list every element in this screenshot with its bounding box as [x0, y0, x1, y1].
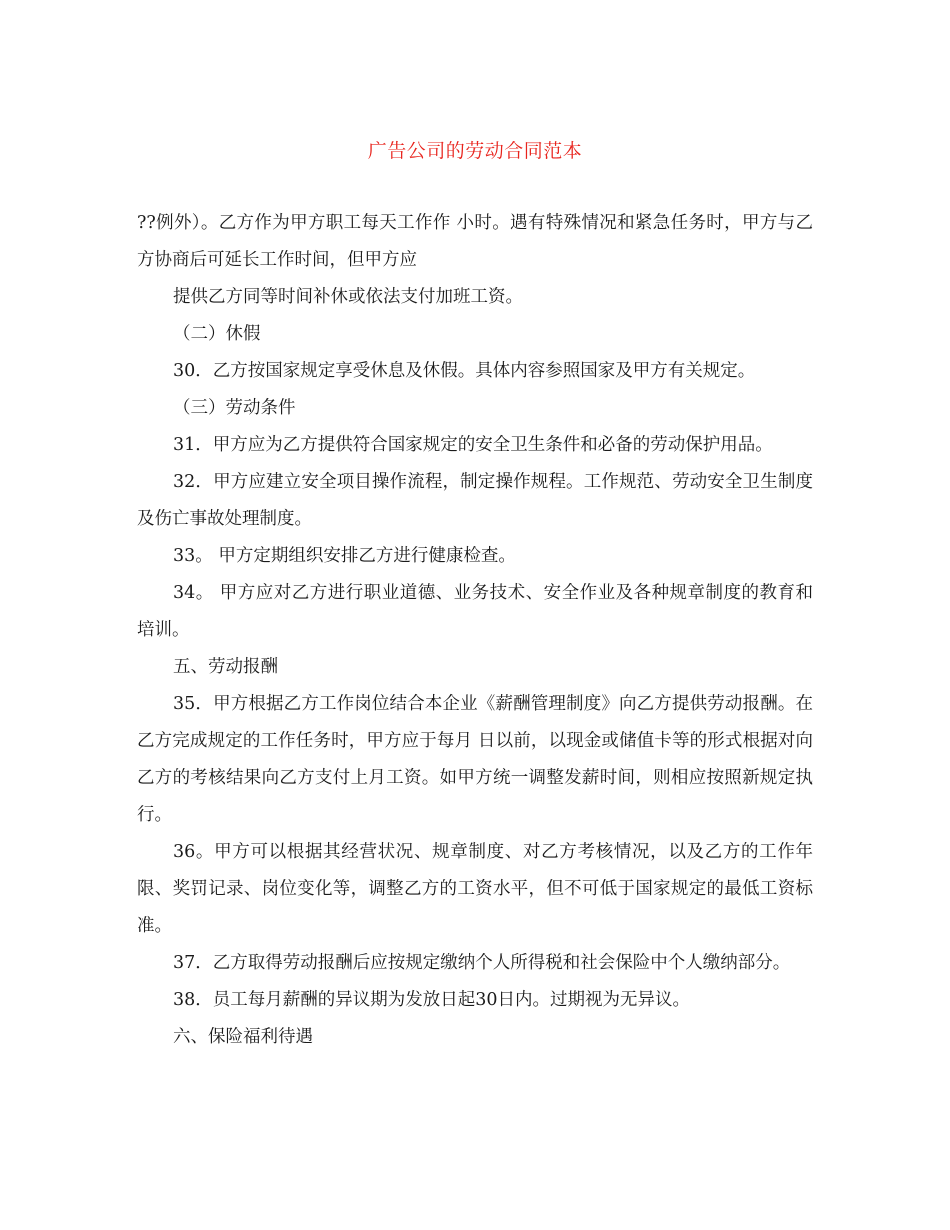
paragraph: ??例外）。乙方作为甲方职工每天工作作 小时。遇有特殊情况和紧急任务时，甲方与乙方协商后可延长工作时间，但甲方应: [137, 213, 813, 270]
section-heading: （二）休假: [173, 324, 261, 344]
paragraph: 35．甲方根据乙方工作岗位结合本企业《薪酬管理制度》向乙方提供劳动报酬。在乙方完成规定的工作任务时，甲方应于每月 日以前，以现金或储值卡等的形式根据对向乙方的考核结果向乙方支付上月工资。如甲方统一调整发薪时间，则相应按照新规定执行。: [137, 694, 813, 825]
paragraph: 34。 甲方应对乙方进行职业道德、业务技术、安全作业及各种规章制度的教育和培训。: [137, 583, 813, 640]
section-heading: 五、劳动报酬: [173, 657, 278, 677]
paragraph: 36。甲方可以根据其经营状况、规章制度、对乙方考核情况，以及乙方的工作年限、奖罚记录、岗位变化等，调整乙方的工资水平，但不可低于国家规定的最低工资标准。: [137, 842, 813, 936]
paragraph: 38．员工每月薪酬的异议期为发放日起30日内。过期视为无异议。: [173, 990, 691, 1010]
paragraph: 31．甲方应为乙方提供符合国家规定的安全卫生条件和必备的劳动保护用品。: [173, 435, 773, 455]
document-title: 广告公司的劳动合同范本: [367, 140, 583, 162]
section-heading: （三）劳动条件: [173, 398, 296, 418]
paragraph: 提供乙方同等时间补休或依法支付加班工资。: [173, 287, 523, 307]
paragraph: 33。 甲方定期组织安排乙方进行健康检查。: [173, 546, 516, 566]
paragraph: 32．甲方应建立安全项目操作流程，制定操作规程。工作规范、劳动安全卫生制度及伤亡事故处理制度。: [137, 472, 813, 529]
section-heading: 六、保险福利待遇: [173, 1027, 313, 1047]
paragraph: 30．乙方按国家规定享受休息及休假。具体内容参照国家及甲方有关规定。: [173, 361, 756, 381]
document-body: [137, 205, 813, 1056]
paragraph: 37．乙方取得劳动报酬后应按规定缴纳个人所得税和社会保险中个人缴纳部分。: [173, 953, 791, 973]
